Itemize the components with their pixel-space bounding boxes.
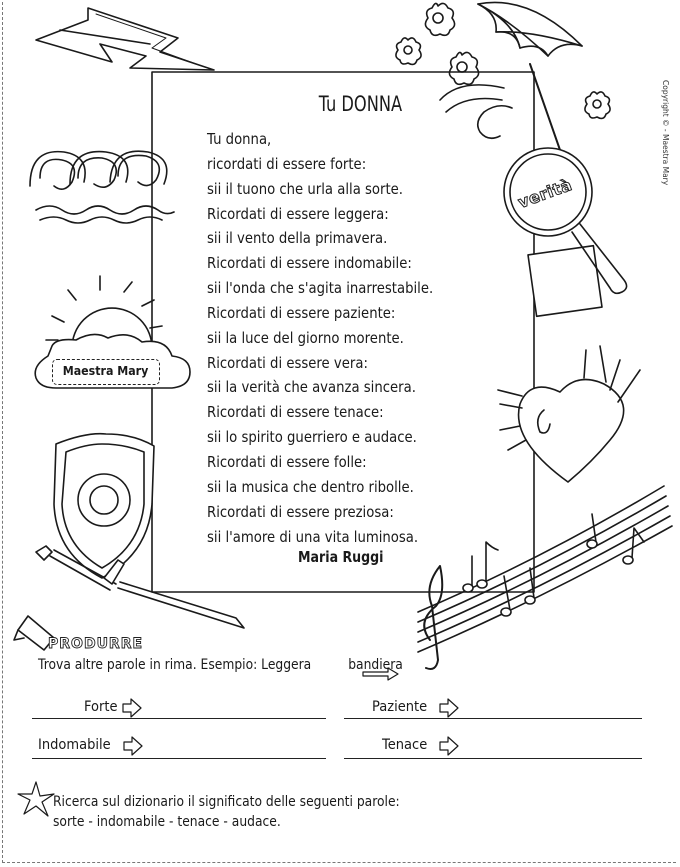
task-line: sorte - indomabile - tenace - audace. <box>53 814 281 830</box>
word-tenace: Tenace <box>382 737 428 753</box>
answer-line[interactable] <box>344 758 642 759</box>
poem-line: Ricordati di essere preziosa: <box>207 502 394 521</box>
poem-line: sii l'amore di una vita luminosa. <box>207 527 419 546</box>
word-paziente: Paziente <box>372 699 428 715</box>
answer-line[interactable] <box>344 718 642 719</box>
poem-author: Maria Ruggi <box>298 548 384 566</box>
maestra-mary-sign: Maestra Mary <box>52 359 160 385</box>
word-forte: Forte <box>84 699 118 715</box>
poem-line: sii la musica che dentro ribolle. <box>207 477 414 496</box>
star-icon <box>18 782 54 816</box>
poem-line: Ricordati di essere paziente: <box>207 303 396 322</box>
poem-line: sii la luce del giorno morente. <box>207 328 404 347</box>
poem-line: Ricordati di essere leggera: <box>207 204 389 223</box>
rhyme-instruction <box>38 657 403 673</box>
poem-line: sii l'onda che s'agita inarrestabile. <box>207 279 434 298</box>
poem-line: ricordati di essere forte: <box>207 154 367 173</box>
poem-line: sii il tuono che urla alla sorte. <box>207 179 403 198</box>
instruction-text: Trova altre parole in rima. Esempio: Leggera <box>38 657 312 673</box>
poem-line: Ricordati di essere indomabile: <box>207 254 412 273</box>
magnifier-label: verità <box>515 174 575 213</box>
poem-line: sii lo spirito guerriero e audace. <box>207 428 417 447</box>
poem-line: Tu donna, <box>207 130 272 148</box>
shield-icon <box>54 434 154 578</box>
instruction-example: bandiera <box>348 657 403 673</box>
poem-line: Ricordati di essere folle: <box>207 452 367 471</box>
section-heading: PRODURRE <box>48 636 144 652</box>
copyright-notice: Copyright © - Maestra Mary <box>661 80 670 186</box>
flower-icon <box>425 3 454 35</box>
poem-line: sii la verità che avanza sincera. <box>207 378 416 397</box>
poem-line: Ricordati di essere tenace: <box>207 403 384 422</box>
answer-line[interactable] <box>32 758 326 759</box>
flower-icon <box>396 38 421 65</box>
word-indomabile: Indomabile <box>38 737 111 753</box>
answer-line[interactable] <box>32 718 326 719</box>
poem-text <box>207 127 470 549</box>
task-line: Ricerca sul dizionario il significato delle seguenti parole: <box>53 794 400 810</box>
dictionary-task <box>53 792 400 832</box>
poem-title: Tu DONNA <box>318 92 402 116</box>
poem-line: sii il vento della primavera. <box>207 229 388 248</box>
poem-line: Ricordati di essere vera: <box>207 353 368 372</box>
